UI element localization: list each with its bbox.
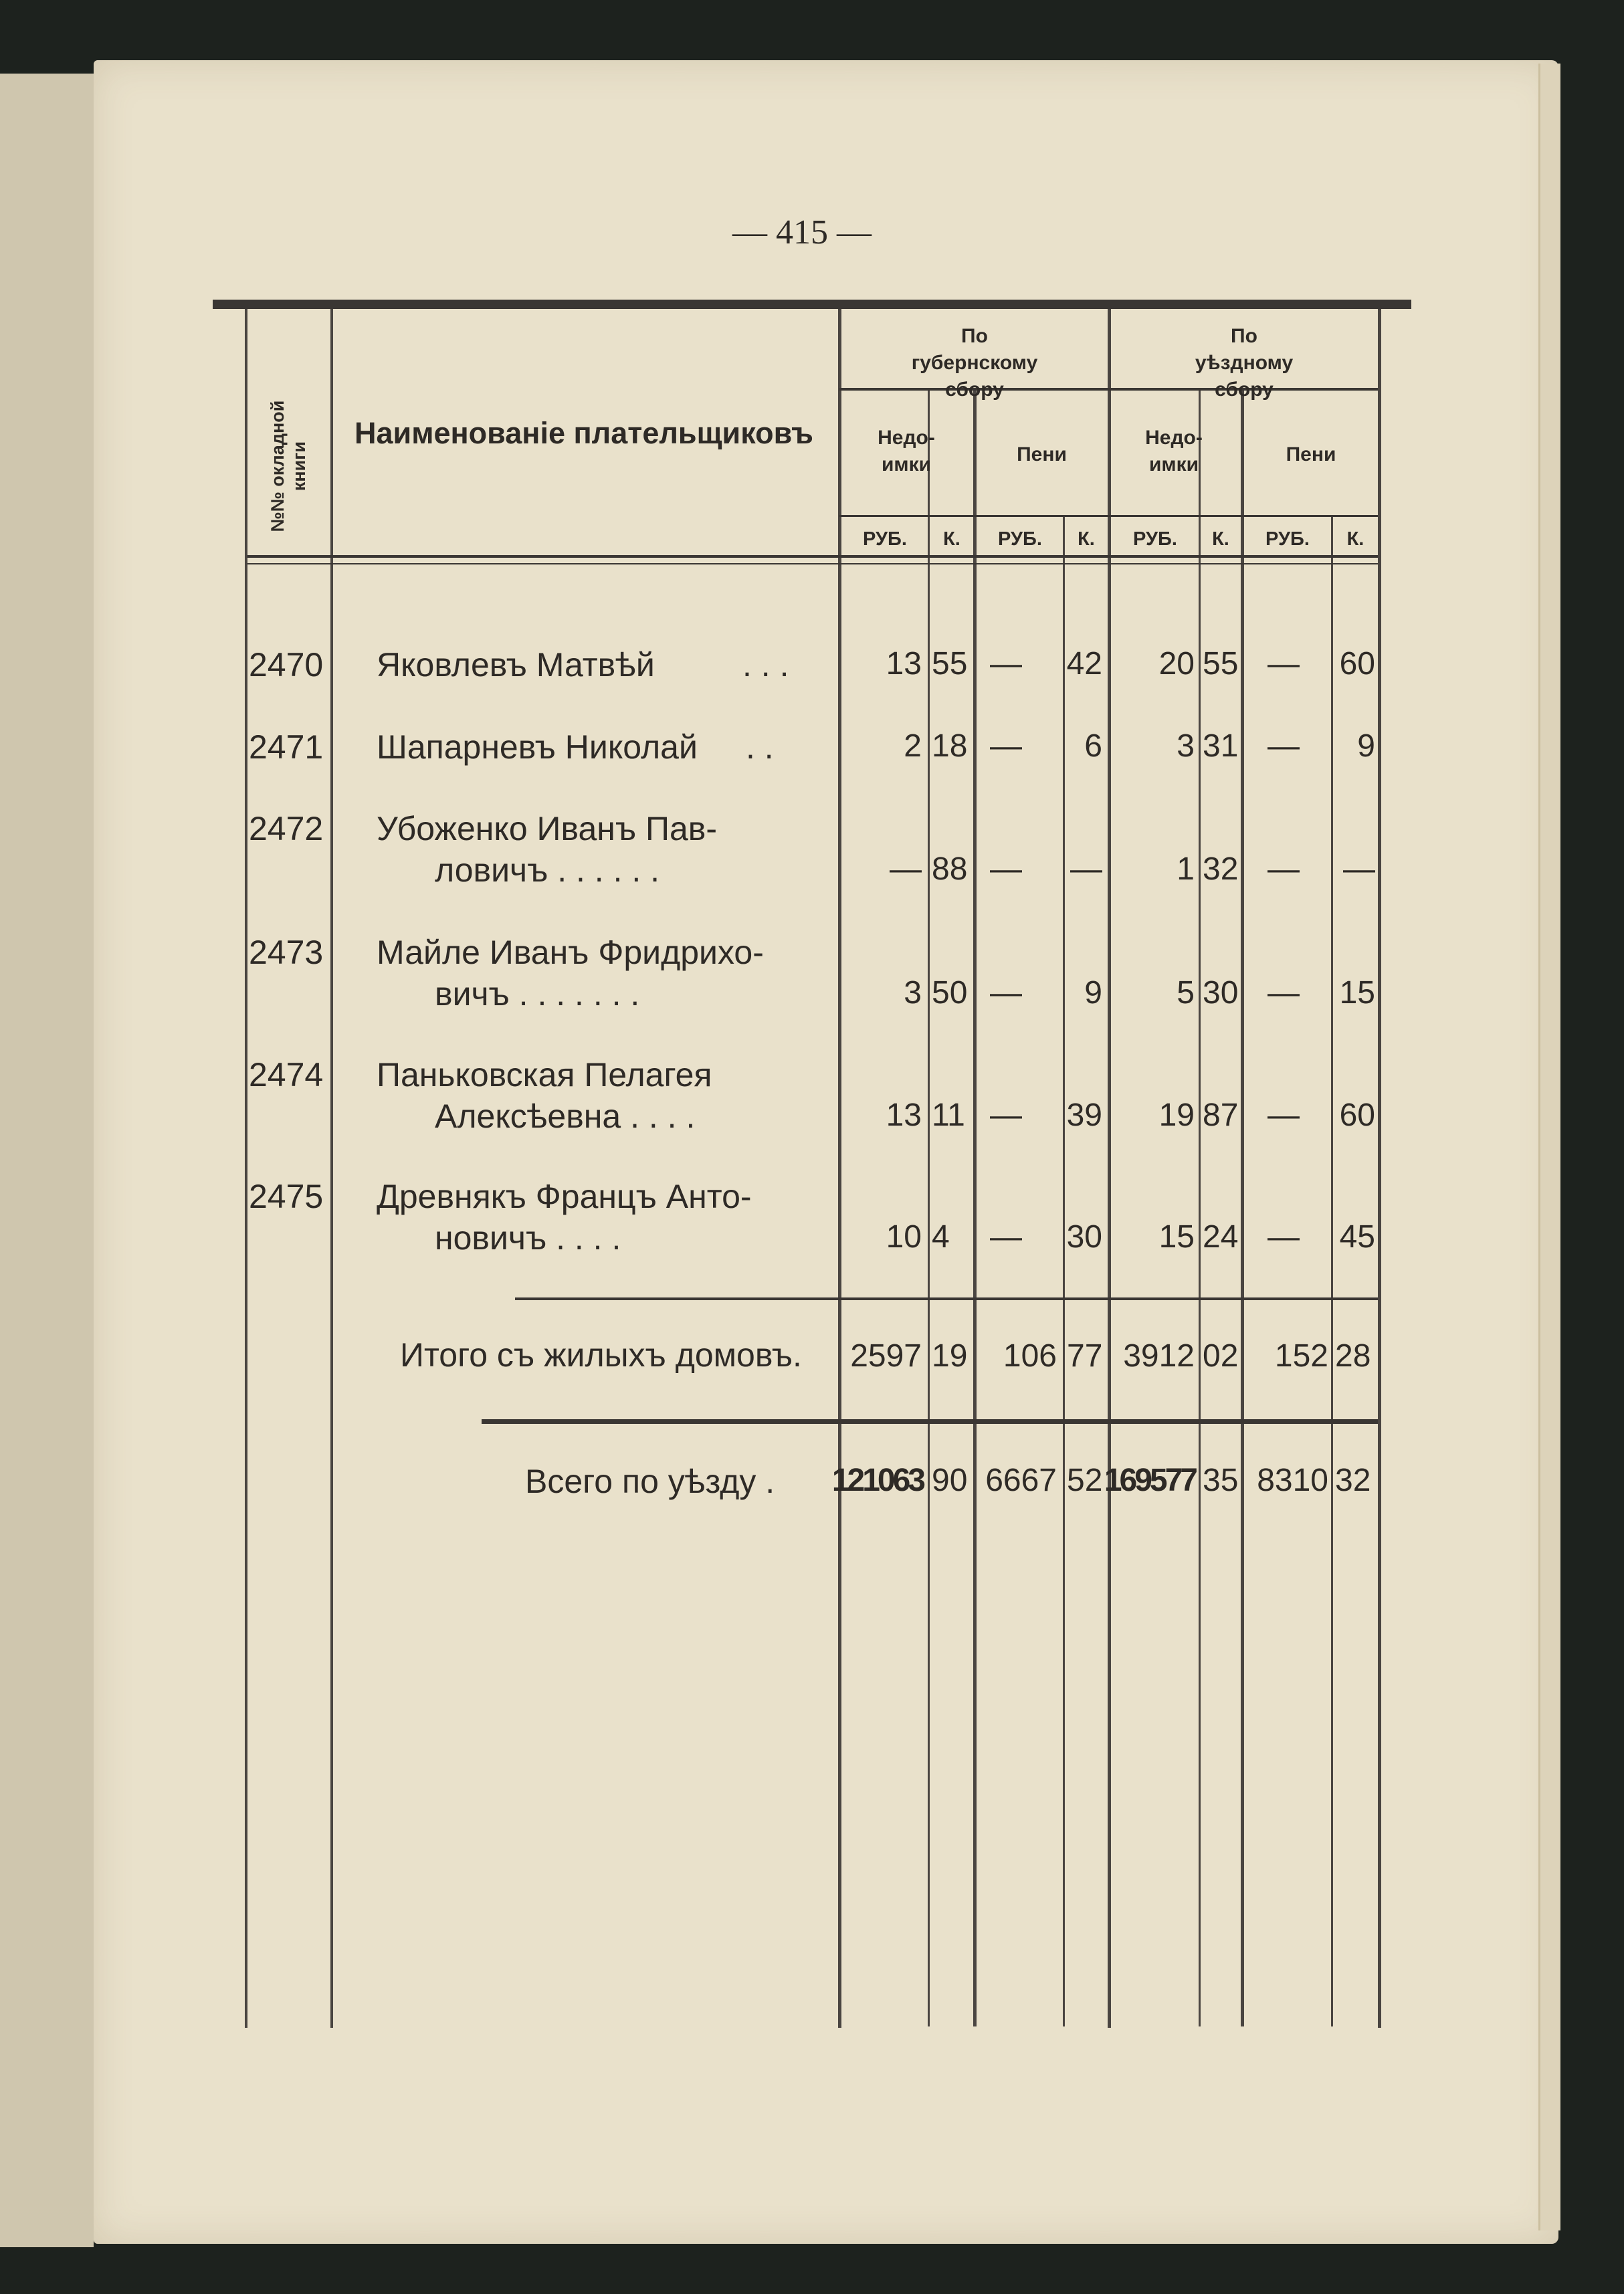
row-payer-name-cont: ловичъ . . . . . . [435, 851, 660, 889]
row-gub-penalty-rub: — [990, 1098, 1022, 1133]
row-gub-arrears-rub: 3 [904, 975, 922, 1011]
row-uezd-penalty-kop: 60 [1339, 1098, 1375, 1133]
row-uezd-arrears-kop: 31 [1203, 728, 1239, 764]
row-gub-penalty-rub: — [990, 728, 1022, 764]
rub-unit-4: РУБ. [1265, 528, 1310, 550]
row-uezd-penalty-kop: — [1343, 851, 1375, 887]
grand-uezd-kop: 35 [1203, 1463, 1239, 1498]
row-payer-name: Древнякъ Францъ Анто- [377, 1178, 752, 1215]
kop-unit-2: К. [1078, 528, 1095, 550]
row-gub-penalty-kop: 9 [1084, 975, 1102, 1011]
header-bottom-rule-2 [247, 563, 1378, 564]
col-divider-7 [1108, 309, 1111, 2028]
row-book-number: 2472 [249, 810, 324, 847]
row-uezd-arrears-kop: 55 [1203, 646, 1239, 682]
grand-upen-rub: 8310 [1257, 1463, 1328, 1498]
col-divider-6 [1063, 515, 1065, 2026]
row-payer-name-cont: Алексѣевна . . . . [435, 1098, 696, 1135]
row-uezd-arrears-kop: 30 [1203, 975, 1239, 1011]
page-stack-edge [1538, 64, 1560, 2230]
row-gub-arrears-kop: 88 [932, 851, 968, 887]
row-gub-arrears-kop: 55 [932, 646, 968, 682]
rub-unit-3: РУБ. [1133, 528, 1177, 550]
col-divider-8 [1199, 388, 1201, 2026]
unit-rule [839, 515, 1378, 517]
grand-uezd-rub: 169577 [1104, 1463, 1195, 1498]
col-divider-4 [928, 388, 930, 2026]
subtotal-upen-kop: 28 [1335, 1338, 1371, 1374]
subtotal-uezd-kop: 02 [1203, 1338, 1239, 1374]
col-divider-11 [1378, 309, 1381, 2028]
col-divider-3 [838, 309, 841, 2028]
penalty-header-gub: Пени [1017, 443, 1067, 465]
row-gub-arrears-rub: 10 [886, 1219, 922, 1255]
row-uezd-arrears-kop: 24 [1203, 1219, 1239, 1255]
row-uezd-arrears-kop: 32 [1203, 851, 1239, 887]
col-divider-5 [973, 388, 977, 2026]
row-gub-penalty-kop: 30 [1066, 1219, 1102, 1255]
row-uezd-penalty-rub: — [1267, 646, 1300, 682]
row-gub-penalty-rub: — [990, 1219, 1022, 1255]
row-payer-name: Шапарневъ Николай [377, 728, 698, 766]
kop-unit-1: К. [943, 528, 960, 550]
row-gub-arrears-rub: 13 [886, 646, 922, 682]
subtotal-pen-rub: 106 [1003, 1338, 1057, 1374]
page-number: — 415 — [732, 213, 872, 251]
row-book-number: 2470 [249, 646, 324, 684]
row-uezd-penalty-rub: — [1267, 975, 1300, 1011]
row-payer-name: Паньковская Пелагея [377, 1056, 712, 1093]
row-gub-penalty-rub: — [990, 851, 1022, 887]
col-divider-2 [330, 309, 333, 2028]
row-leader-dots: . . [746, 728, 774, 766]
grand-pen-kop: 52 [1067, 1463, 1103, 1498]
subtotal-upen-rub: 152 [1274, 1338, 1328, 1374]
rub-unit-1: РУБ. [863, 528, 907, 550]
row-gub-penalty-kop: — [1070, 851, 1102, 887]
row-uezd-arrears-rub: 20 [1158, 646, 1195, 682]
row-gub-penalty-kop: 6 [1084, 728, 1102, 764]
grand-upen-kop: 32 [1335, 1463, 1371, 1498]
header-bottom-rule [247, 555, 1378, 558]
kop-unit-3: К. [1212, 528, 1229, 550]
row-gub-arrears-kop: 50 [932, 975, 968, 1011]
grand-total-rule [482, 1419, 1378, 1424]
provincial-levy-header: По губернскому сбору [911, 325, 1038, 401]
col-divider-9 [1241, 388, 1244, 2026]
subtotal-uezd-rub: 3912 [1123, 1338, 1195, 1374]
row-gub-arrears-rub: 13 [886, 1098, 922, 1133]
row-gub-arrears-kop: 4 [932, 1219, 950, 1255]
row-uezd-penalty-rub: — [1267, 1219, 1300, 1255]
col-divider-10 [1331, 515, 1333, 2026]
kop-unit-4: К. [1346, 528, 1364, 550]
row-uezd-penalty-kop: 45 [1339, 1219, 1375, 1255]
grand-gub-kop: 90 [932, 1463, 968, 1498]
rub-unit-2: РУБ. [998, 528, 1042, 550]
row-uezd-arrears-rub: 1 [1177, 851, 1195, 887]
row-gub-arrears-rub: 2 [904, 728, 922, 764]
district-levy-header: По уѣздному сбору [1195, 325, 1294, 401]
row-gub-penalty-kop: 42 [1066, 646, 1102, 682]
payer-name-header: Наименованіе плательщиковъ [354, 416, 813, 450]
subtotal-gub-rub: 2597 [850, 1338, 922, 1374]
row-uezd-arrears-rub: 5 [1177, 975, 1195, 1011]
row-gub-penalty-rub: — [990, 646, 1022, 682]
row-leader-dots: . . . [742, 646, 789, 684]
row-uezd-arrears-kop: 87 [1203, 1098, 1239, 1133]
row-payer-name: Яковлевъ Матвѣй [377, 646, 655, 684]
row-book-number: 2473 [249, 934, 324, 971]
grand-pen-rub: 6667 [985, 1463, 1057, 1498]
row-uezd-penalty-kop: 15 [1339, 975, 1375, 1011]
row-gub-arrears-kop: 18 [932, 728, 968, 764]
row-uezd-penalty-rub: — [1267, 851, 1300, 887]
row-gub-penalty-rub: — [990, 975, 1022, 1011]
top-rule [213, 300, 1411, 309]
row-uezd-arrears-rub: 3 [1177, 728, 1195, 764]
row-book-number: 2475 [249, 1178, 324, 1215]
row-uezd-penalty-rub: — [1267, 728, 1300, 764]
row-gub-arrears-kop: 11 [932, 1098, 965, 1133]
book-number-header: №№ окладной книги [268, 400, 309, 532]
arrears-header-gub: Недо-имки [878, 427, 935, 476]
row-book-number: 2471 [249, 728, 324, 766]
row-uezd-penalty-rub: — [1267, 1098, 1300, 1133]
row-book-number: 2474 [249, 1056, 324, 1093]
row-payer-name-cont: вичъ . . . . . . . [435, 975, 640, 1013]
subtotal-gub-kop: 19 [932, 1338, 968, 1374]
row-gub-arrears-rub: — [890, 851, 922, 887]
row-uezd-arrears-rub: 19 [1158, 1098, 1195, 1133]
col-divider-1 [245, 309, 247, 2028]
arrears-header-uezd: Недо-имки [1145, 427, 1203, 476]
row-gub-penalty-kop: 39 [1066, 1098, 1102, 1133]
row-payer-name-cont: новичъ . . . . [435, 1219, 621, 1257]
grand-gub-rub: 121063 [831, 1463, 923, 1498]
grand-total-label: Всего по уѣзду . [525, 1463, 775, 1500]
subtotal-rule [515, 1297, 1378, 1300]
subtotal-pen-kop: 77 [1067, 1338, 1103, 1374]
penalty-header-uezd: Пени [1286, 443, 1336, 465]
row-uezd-penalty-kop: 9 [1357, 728, 1375, 764]
previous-page-edge [0, 74, 94, 2247]
subtotal-label: Итого съ жилыхъ домовъ. [400, 1336, 802, 1374]
row-uezd-arrears-rub: 15 [1158, 1219, 1195, 1255]
row-payer-name: Майле Иванъ Фридрихо- [377, 934, 764, 971]
row-uezd-penalty-kop: 60 [1339, 646, 1375, 682]
row-payer-name: Убоженко Иванъ Пав- [377, 810, 718, 847]
